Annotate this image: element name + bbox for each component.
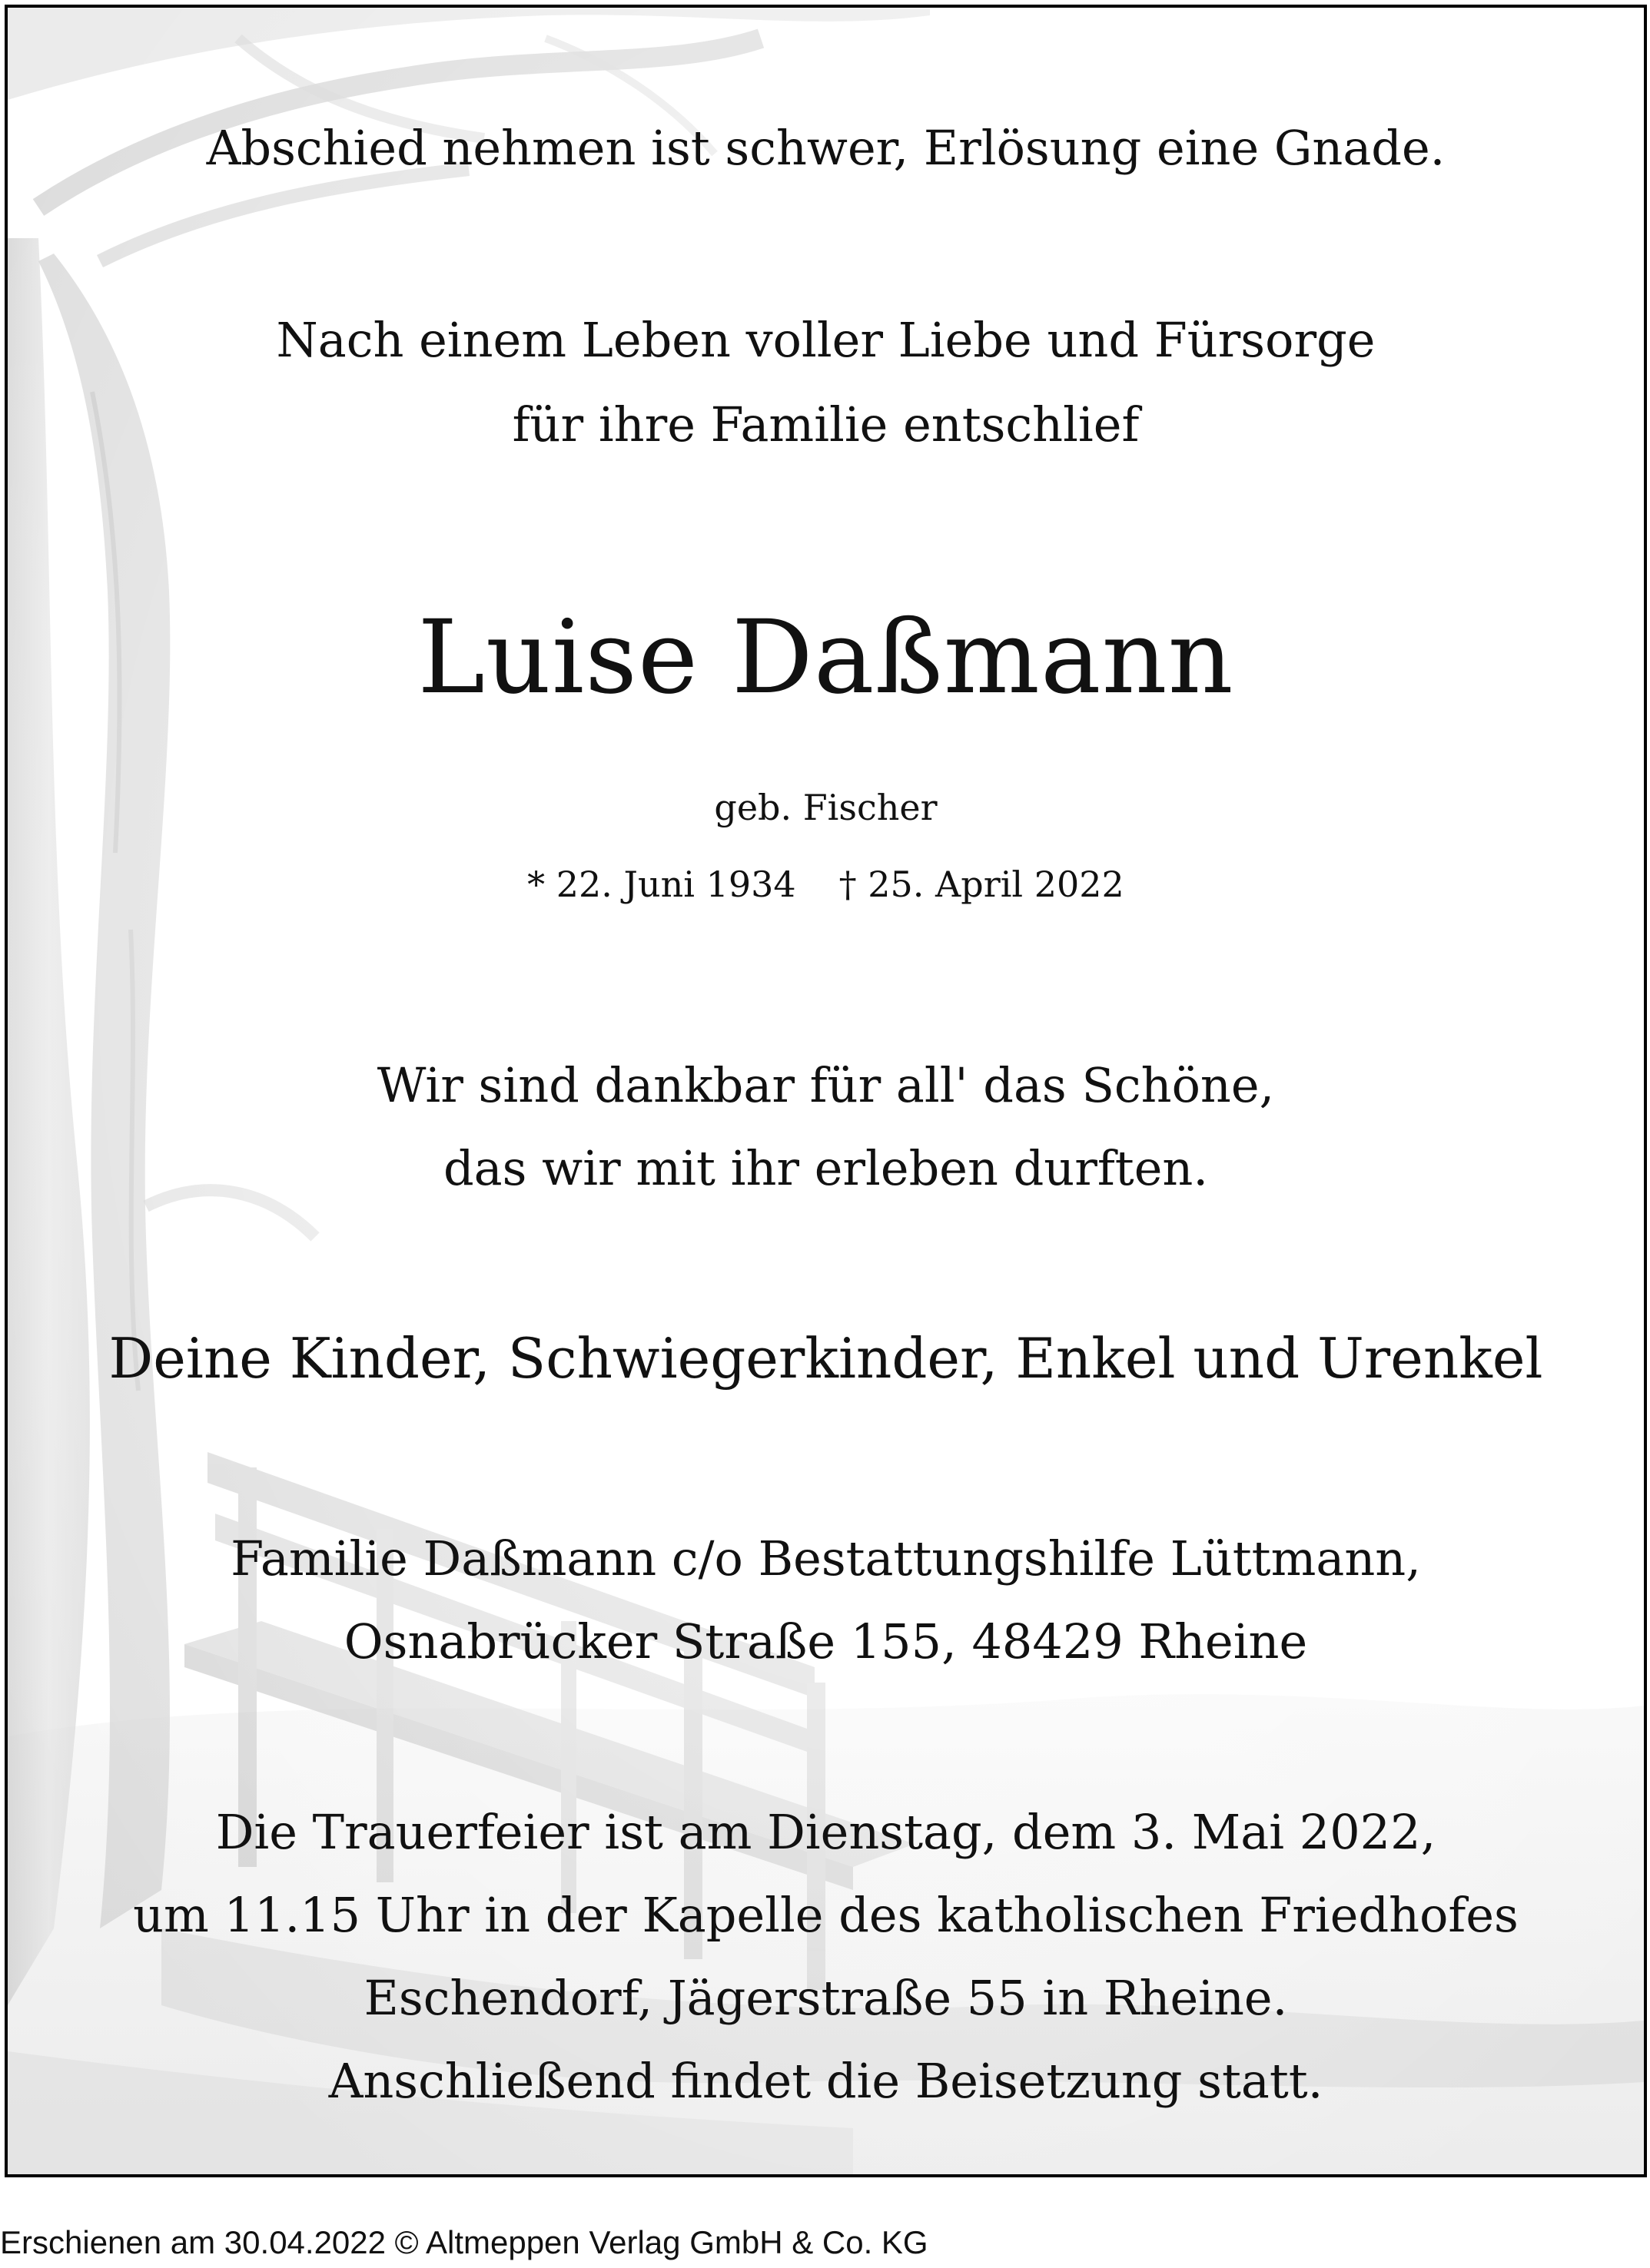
funeral-line-1: Die Trauerfeier ist am Dienstag, dem 3. Mai 2022, [215,1804,1436,1860]
intro-line: Abschied nehmen ist schwer, Erlösung eine Gnade. [206,120,1446,176]
funeral-line-4: Anschließend findet die Beisetzung statt. [328,2053,1323,2109]
life-dates [8,864,1644,905]
lead-line-2: für ihre Familie entschlief [512,396,1140,453]
publication-footer: Erschienen am 30.04.2022 © Altmeppen Verlag GmbH & Co. KG [0,2224,928,2260]
obituary-notice [5,5,1647,2177]
gratitude-line-2: das wir mit ihr erleben durften. [443,1140,1209,1196]
address-line-2: Osnabrücker Straße 155, 48429 Rheine [344,1613,1308,1670]
death-date: † 25. April 2022 [838,864,1124,905]
birth-name: geb. Fischer [714,787,938,828]
birth-date: * 22. Juni 1934 [527,864,796,905]
lead-line-1: Nach einem Leben voller Liebe und Fürsorge [276,312,1376,368]
deceased-name: Luise Daßmann [417,598,1234,717]
funeral-line-2: um 11.15 Uhr in der Kapelle des katholischen Friedhofes [133,1887,1519,1943]
mourners-line: Deine Kinder, Schwiegerkinder, Enkel und Urenkel [108,1326,1543,1391]
funeral-line-3: Eschendorf, Jägerstraße 55 in Rheine. [364,1970,1288,2026]
address-line-1: Familie Daßmann c/o Bestattungshilfe Lüttmann, [231,1530,1421,1587]
gratitude-line-1: Wir sind dankbar für all' das Schöne, [377,1057,1275,1113]
notice-text-block [8,8,1644,2174]
